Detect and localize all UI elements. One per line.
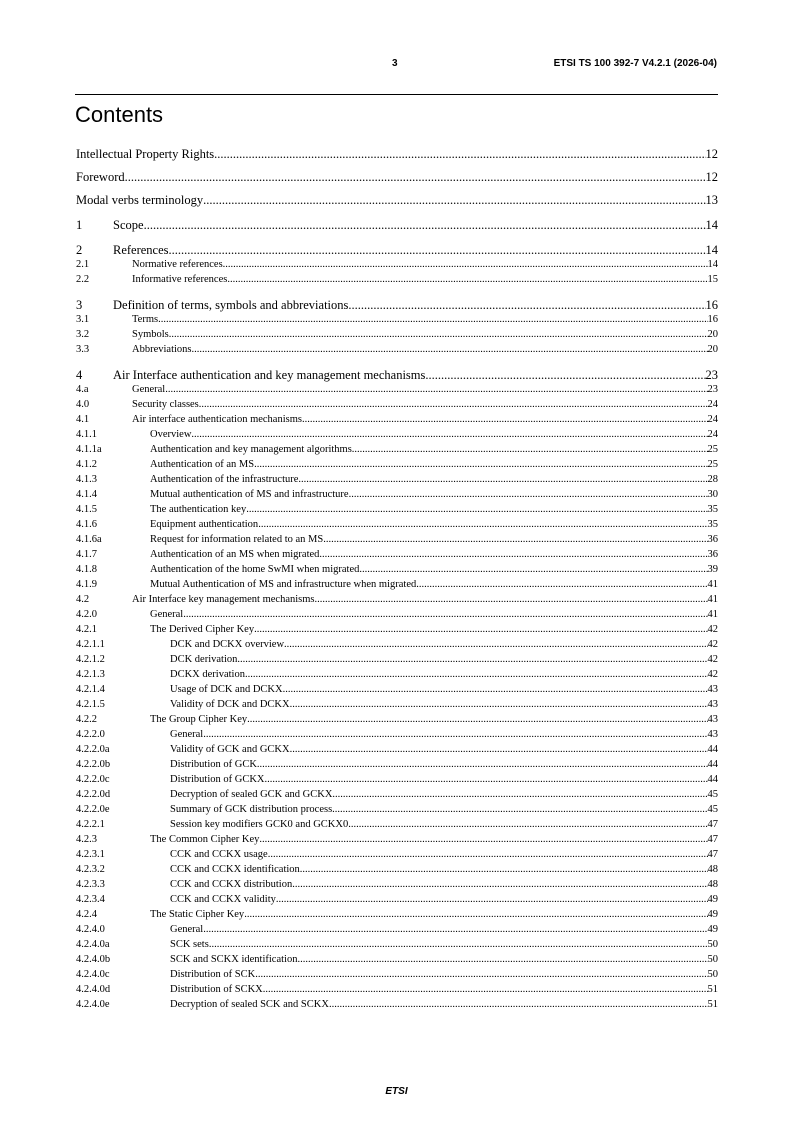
header-rule — [75, 94, 718, 95]
toc-entry[interactable] — [76, 457, 718, 472]
toc-entry-title: SCK sets — [170, 939, 209, 950]
toc-leader-dots — [292, 877, 707, 892]
toc-leader-dots — [283, 682, 708, 697]
toc-entry-number: 4.2.3.3 — [76, 879, 105, 890]
toc-entry-title: General — [150, 609, 184, 620]
toc-leader-dots — [191, 427, 707, 442]
toc-entry-page: 50 — [707, 939, 718, 950]
toc-entry-number: 4.2.0 — [76, 609, 97, 620]
toc-entry-title: Authentication of the home SwMI when migrated — [150, 564, 360, 575]
toc-entry-page: 25 — [707, 459, 718, 470]
toc-entry[interactable] — [76, 967, 718, 982]
toc-entry-number: 4.1.8 — [76, 564, 97, 575]
toc-entry-title: The Common Cipher Key — [150, 834, 260, 845]
toc-entry-number: 3.2 — [76, 329, 90, 340]
toc-entry[interactable] — [76, 502, 718, 517]
toc-leader-dots — [203, 193, 705, 207]
toc-entry-number: 4.2.1.2 — [76, 654, 105, 665]
toc-entry[interactable] — [76, 368, 718, 382]
toc-entry[interactable] — [76, 772, 718, 787]
toc-entry[interactable] — [76, 682, 718, 697]
toc-entry[interactable] — [76, 342, 718, 357]
toc-entry-page: 41 — [707, 609, 718, 620]
toc-entry-number: 4.1.1a — [76, 444, 102, 455]
toc-entry-page: 14 — [705, 218, 718, 232]
toc-entry-title: DCK and DCKX overview — [170, 639, 285, 650]
toc-entry-title: The authentication key — [150, 504, 247, 515]
toc-entry[interactable] — [76, 637, 718, 652]
toc-entry-title: Intellectual Property Rights — [76, 147, 215, 161]
toc-entry[interactable] — [76, 577, 718, 592]
toc-entry[interactable] — [76, 327, 718, 342]
toc-entry-page: 36 — [707, 549, 718, 560]
toc-entry-number: 4.a — [76, 384, 89, 395]
toc-entry-title: Overview — [150, 429, 192, 440]
toc-entry-title: DCK derivation — [170, 654, 238, 665]
toc-leader-dots — [183, 607, 707, 622]
toc-entry[interactable] — [76, 412, 718, 427]
toc-leader-dots — [144, 218, 706, 232]
toc-entry[interactable] — [76, 218, 718, 232]
toc-entry[interactable] — [76, 847, 718, 862]
toc-entry-title: Authentication and key management algorithms — [150, 444, 352, 455]
toc-entry-title: Usage of DCK and DCKX — [170, 684, 283, 695]
toc-entry[interactable] — [76, 547, 718, 562]
toc-entry[interactable] — [76, 298, 718, 312]
toc-entry-number: 4.2 — [76, 594, 90, 605]
toc-entry-page: 16 — [707, 314, 718, 325]
toc-entry-page: 15 — [707, 274, 718, 285]
toc-entry-title: Decryption of sealed SCK and SCKX — [170, 999, 329, 1010]
toc-entry-title: The Static Cipher Key — [150, 909, 245, 920]
toc-entry-title: Mutual authentication of MS and infrastructure — [150, 489, 349, 500]
toc-entry-number: 4.2.2.0 — [76, 729, 105, 740]
header-document-id: ETSI TS 100 392-7 V4.2.1 (2026-04) — [553, 58, 717, 69]
toc-leader-dots — [298, 472, 707, 487]
toc-entry-title: The Derived Cipher Key — [150, 624, 255, 635]
toc-entry-page: 24 — [707, 399, 718, 410]
toc-entry-number: 4.2.1.4 — [76, 684, 105, 695]
toc-entry-title: Air Interface authentication and key management mechanisms — [113, 368, 426, 382]
toc-entry-number: 2.2 — [76, 274, 90, 285]
toc-leader-dots — [332, 802, 707, 817]
toc-entry-title: Air Interface key management mechanisms — [132, 594, 315, 605]
toc-entry-page: 44 — [707, 759, 718, 770]
toc-entry-page: 47 — [707, 849, 718, 860]
toc-entry-number: 4.2.4.0a — [76, 939, 110, 950]
toc-entry[interactable] — [76, 562, 718, 577]
toc-entry[interactable] — [76, 382, 718, 397]
toc-entry-page: 13 — [705, 193, 718, 207]
toc-entry-page: 25 — [707, 444, 718, 455]
toc-leader-dots — [319, 547, 707, 562]
toc-entry-page: 44 — [707, 744, 718, 755]
toc-entry[interactable] — [76, 787, 718, 802]
toc-leader-dots — [169, 327, 708, 342]
toc-entry-page: 41 — [707, 579, 718, 590]
toc-entry[interactable] — [76, 170, 718, 184]
toc-entry-number: 4.2.2.0b — [76, 759, 111, 770]
toc-entry-page: 39 — [707, 564, 718, 575]
toc-entry-page: 43 — [707, 729, 718, 740]
toc-entry-page: 24 — [707, 414, 718, 425]
toc-leader-dots — [276, 892, 708, 907]
toc-entry-number: 4 — [76, 368, 83, 382]
toc-entry-page: 23 — [707, 384, 718, 395]
toc-entry-page: 16 — [705, 298, 718, 312]
toc-entry-number: 4.1.9 — [76, 579, 97, 590]
toc-entry-title: Scope — [113, 218, 144, 232]
toc-entry-page: 35 — [707, 519, 718, 530]
toc-entry-title: Distribution of SCK — [170, 969, 256, 980]
toc-entry[interactable] — [76, 442, 718, 457]
toc-leader-dots — [323, 532, 707, 547]
toc-entry-page: 23 — [705, 368, 718, 382]
toc-leader-dots — [257, 757, 708, 772]
toc-leader-dots — [348, 817, 707, 832]
toc-entry[interactable] — [76, 937, 718, 952]
toc-entry-page: 20 — [707, 344, 718, 355]
toc-entry-number: 4.2.4.0b — [76, 954, 111, 965]
toc-entry[interactable] — [76, 757, 718, 772]
toc-entry-number: 4.2.3.1 — [76, 849, 105, 860]
toc-entry-title: Request for information related to an MS — [150, 534, 324, 545]
toc-leader-dots — [263, 982, 708, 997]
toc-leader-dots — [329, 997, 708, 1012]
toc-leader-dots — [332, 787, 707, 802]
toc-leader-dots — [349, 487, 708, 502]
toc-entry-page: 49 — [707, 909, 718, 920]
toc-leader-dots — [169, 243, 706, 257]
toc-entry[interactable] — [76, 652, 718, 667]
toc-entry[interactable] — [76, 312, 718, 327]
toc-entry[interactable] — [76, 487, 718, 502]
toc-entry-title: Air interface authentication mechanisms — [132, 414, 302, 425]
toc-leader-dots — [290, 697, 708, 712]
toc-entry-page: 12 — [705, 170, 718, 184]
page-title: Contents — [75, 102, 164, 127]
toc-entry[interactable] — [76, 922, 718, 937]
toc-leader-dots — [352, 442, 708, 457]
toc-entry-number: 4.2.4.0 — [76, 924, 105, 935]
toc-entry-title: Mutual Authentication of MS and infrastructure when migrated — [150, 579, 417, 590]
toc-entry-title: Authentication of an MS — [150, 459, 255, 470]
toc-entry[interactable] — [76, 982, 718, 997]
toc-entry-title: Decryption of sealed GCK and GCKX — [170, 789, 333, 800]
toc-entry-title: Normative references — [132, 259, 223, 270]
toc-entry-page: 49 — [707, 894, 718, 905]
toc-leader-dots — [416, 577, 707, 592]
toc-leader-dots — [158, 312, 707, 327]
toc-entry-title: Distribution of SCKX — [170, 984, 263, 995]
toc-entry-page: 36 — [707, 534, 718, 545]
toc-entry-title: General — [132, 384, 166, 395]
toc-entry-page: 50 — [707, 969, 718, 980]
toc-leader-dots — [290, 742, 708, 757]
toc-entry[interactable] — [76, 802, 718, 817]
toc-entry-page: 24 — [707, 429, 718, 440]
toc-leader-dots — [223, 257, 708, 272]
toc-entry-page: 41 — [707, 594, 718, 605]
toc-entry-number: 4.2.4.0c — [76, 969, 110, 980]
toc-leader-dots — [165, 382, 707, 397]
toc-entry-title: Symbols — [132, 329, 169, 340]
toc-leader-dots — [348, 298, 705, 312]
toc-entry-title: Session key modifiers GCK0 and GCKX0 — [170, 819, 349, 830]
toc-entry-number: 4.1.2 — [76, 459, 97, 470]
toc-leader-dots — [227, 272, 707, 287]
toc-leader-dots — [214, 147, 705, 161]
toc-entry-number: 3.3 — [76, 344, 90, 355]
toc-entry-number: 1 — [76, 218, 83, 232]
toc-entry-number: 4.0 — [76, 399, 90, 410]
toc-entry[interactable] — [76, 607, 718, 622]
toc-entry-page: 42 — [707, 624, 718, 635]
toc-entry-number: 4.1.5 — [76, 504, 97, 515]
toc-leader-dots — [246, 502, 707, 517]
toc-leader-dots — [259, 832, 707, 847]
page-header — [76, 58, 717, 72]
toc-leader-dots — [254, 457, 707, 472]
toc-entry-number: 4.2.3.4 — [76, 894, 105, 905]
toc-entry-number: 4.2.4.0e — [76, 999, 110, 1010]
toc-entry-number: 4.2.4 — [76, 909, 97, 920]
toc-entry-title: General — [170, 729, 204, 740]
toc-leader-dots — [245, 667, 708, 682]
toc-entry-title: Terms — [132, 314, 159, 325]
toc-entry-number: 4.1.6 — [76, 519, 97, 530]
toc-entry-page: 30 — [707, 489, 718, 500]
toc-entry[interactable] — [76, 817, 718, 832]
page-footer: ETSI — [385, 1086, 408, 1097]
toc-entry[interactable] — [76, 257, 718, 272]
toc-entry[interactable] — [76, 427, 718, 442]
toc-entry-title: Security classes — [132, 399, 199, 410]
toc-entry[interactable] — [76, 147, 718, 161]
toc-entry-title: Validity of GCK and GCKX — [170, 744, 290, 755]
toc-entry[interactable] — [76, 517, 718, 532]
toc-entry-page: 45 — [707, 789, 718, 800]
toc-entry-title: General — [170, 924, 204, 935]
toc-entry-title: DCKX derivation — [170, 669, 245, 680]
toc-entry-number: 4.2.2.1 — [76, 819, 105, 830]
toc-entry-number: 4.1.1 — [76, 429, 97, 440]
toc-entry-number: 3 — [76, 298, 83, 312]
toc-entry-title: Summary of GCK distribution process — [170, 804, 333, 815]
toc-entry-title: Equipment authentication — [150, 519, 259, 530]
toc-leader-dots — [125, 170, 706, 184]
toc-entry-number: 4.2.3 — [76, 834, 97, 845]
toc-entry-number: 4.1.3 — [76, 474, 97, 485]
toc-entry-page: 50 — [707, 954, 718, 965]
toc-entry-number: 4.2.1 — [76, 624, 97, 635]
toc-entry-page: 43 — [707, 699, 718, 710]
toc-entry-title: CCK and CCKX identification — [170, 864, 300, 875]
toc-leader-dots — [258, 517, 707, 532]
toc-entry-page: 47 — [707, 819, 718, 830]
toc-entry-number: 4.2.2.0c — [76, 774, 110, 785]
toc-entry[interactable] — [76, 862, 718, 877]
toc-entry-title: SCK and SCKX identification — [170, 954, 298, 965]
toc-entry-page: 48 — [707, 864, 718, 875]
toc-entry-page: 20 — [707, 329, 718, 340]
toc-entry-title: Distribution of GCK — [170, 759, 257, 770]
toc-leader-dots — [199, 397, 708, 412]
toc-leader-dots — [254, 622, 707, 637]
toc-leader-dots — [302, 412, 708, 427]
toc-entry-page: 28 — [707, 474, 718, 485]
toc-leader-dots — [359, 562, 707, 577]
toc-entry-title: CCK and CCKX validity — [170, 894, 276, 905]
toc-leader-dots — [203, 727, 707, 742]
toc-leader-dots — [192, 342, 708, 357]
toc-entry-page: 43 — [707, 714, 718, 725]
toc-entry-title: Authentication of an MS when migrated — [150, 549, 320, 560]
toc-entry-number: 4.2.2.0d — [76, 789, 111, 800]
toc-entry-title: Authentication of the infrastructure — [150, 474, 299, 485]
toc-entry-page: 14 — [705, 243, 718, 257]
toc-entry[interactable] — [76, 712, 718, 727]
toc-entry[interactable] — [76, 243, 718, 257]
toc-leader-dots — [265, 772, 708, 787]
toc-entry-number: 4.2.2.0e — [76, 804, 110, 815]
toc-entry[interactable] — [76, 832, 718, 847]
toc-leader-dots — [284, 637, 707, 652]
toc-entry-page: 49 — [707, 924, 718, 935]
toc-leader-dots — [244, 907, 707, 922]
toc-entry-title: Definition of terms, symbols and abbreviations — [113, 298, 349, 312]
toc-entry-page: 43 — [707, 684, 718, 695]
toc-entry-page: 45 — [707, 804, 718, 815]
toc-leader-dots — [315, 592, 708, 607]
toc-entry[interactable] — [76, 727, 718, 742]
toc-entry-title: Foreword — [76, 170, 125, 184]
toc-entry-title: References — [113, 243, 169, 257]
toc-entry-number: 4.2.1.5 — [76, 699, 105, 710]
toc-entry-page: 14 — [707, 259, 718, 270]
toc-leader-dots — [255, 967, 707, 982]
toc-entry-number: 4.2.1.3 — [76, 669, 105, 680]
toc-entry-number: 4.1.6a — [76, 534, 102, 545]
toc-entry[interactable] — [76, 892, 718, 907]
toc-entry-number: 4.2.2 — [76, 714, 97, 725]
header-page-number: 3 — [392, 58, 398, 69]
toc-entry[interactable] — [76, 193, 718, 207]
toc-entry-number: 4.2.3.2 — [76, 864, 105, 875]
toc-leader-dots — [247, 712, 707, 727]
toc-entry[interactable] — [76, 952, 718, 967]
toc-entry-number: 2 — [76, 243, 83, 257]
toc-entry[interactable] — [76, 697, 718, 712]
toc-entry-number: 4.1.4 — [76, 489, 97, 500]
toc-entry[interactable] — [76, 272, 718, 287]
toc-entry-title: Distribution of GCKX — [170, 774, 265, 785]
toc-entry-title: CCK and CCKX usage — [170, 849, 268, 860]
toc-entry[interactable] — [76, 472, 718, 487]
toc-entry-page: 35 — [707, 504, 718, 515]
toc-leader-dots — [297, 952, 707, 967]
toc-leader-dots — [203, 922, 707, 937]
toc-entry[interactable] — [76, 532, 718, 547]
toc-entry[interactable] — [76, 877, 718, 892]
toc-entry-page: 51 — [707, 984, 718, 995]
toc-entry[interactable] — [76, 622, 718, 637]
toc-entry-number: 3.1 — [76, 314, 90, 325]
toc-entry[interactable] — [76, 397, 718, 412]
table-of-contents — [76, 147, 718, 1012]
toc-leader-dots — [209, 937, 708, 952]
toc-entry-title: CCK and CCKX distribution — [170, 879, 293, 890]
toc-entry-number: 4.2.2.0a — [76, 744, 110, 755]
toc-leader-dots — [300, 862, 708, 877]
toc-entry-title: Abbreviations — [132, 344, 192, 355]
toc-entry-page: 42 — [707, 639, 718, 650]
toc-entry-page: 12 — [705, 147, 718, 161]
toc-entry-page: 44 — [707, 774, 718, 785]
toc-entry-page: 42 — [707, 654, 718, 665]
toc-entry-page: 51 — [707, 999, 718, 1010]
toc-entry[interactable] — [76, 667, 718, 682]
toc-entry-page: 48 — [707, 879, 718, 890]
toc-entry-title: The Group Cipher Key — [150, 714, 248, 725]
toc-entry[interactable] — [76, 742, 718, 757]
toc-entry-title: Informative references — [132, 274, 228, 285]
toc-leader-dots — [237, 652, 707, 667]
toc-entry-number: 2.1 — [76, 259, 90, 270]
toc-entry[interactable] — [76, 592, 718, 607]
toc-leader-dots — [268, 847, 708, 862]
toc-entry-title: Modal verbs terminology — [76, 193, 204, 207]
toc-entry[interactable] — [76, 997, 718, 1012]
toc-entry-number: 4.2.4.0d — [76, 984, 111, 995]
toc-entry-number: 4.1 — [76, 414, 90, 425]
toc-entry-page: 42 — [707, 669, 718, 680]
toc-entry-number: 4.2.1.1 — [76, 639, 105, 650]
toc-entry-page: 47 — [707, 834, 718, 845]
toc-entry-number: 4.1.7 — [76, 549, 97, 560]
toc-entry[interactable] — [76, 907, 718, 922]
toc-entry-title: Validity of DCK and DCKX — [170, 699, 290, 710]
toc-leader-dots — [425, 368, 705, 382]
